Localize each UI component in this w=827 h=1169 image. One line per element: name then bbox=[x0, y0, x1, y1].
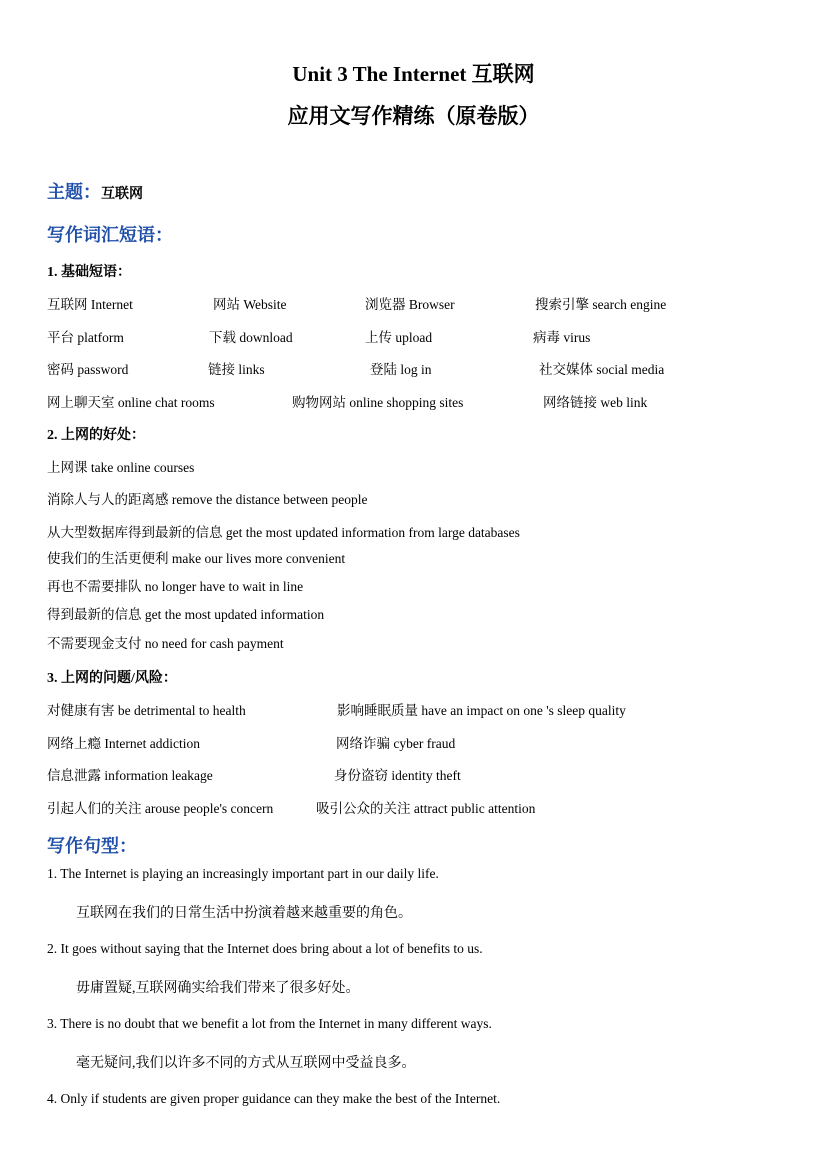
theme-line bbox=[47, 178, 143, 204]
risk-item: 网络上瘾 Internet addiction bbox=[47, 736, 200, 751]
vocab-item: 互联网 Internet bbox=[47, 297, 133, 312]
benefit-item: 消除人与人的距离感 remove the distance between people bbox=[47, 492, 368, 507]
vocab-item: 搜索引擎 search engine bbox=[535, 297, 667, 312]
risk-item: 信息泄露 information leakage bbox=[47, 768, 213, 783]
vocab-item: 病毒 virus bbox=[533, 330, 591, 345]
sentence-zh: 毫无疑问,我们以许多不同的方式从互联网中受益良多。 bbox=[76, 1056, 416, 1071]
benefit-item: 得到最新的信息 get the most updated information bbox=[47, 607, 325, 622]
vocab-heading: 写作词汇短语： bbox=[47, 225, 173, 245]
risk-item: 网络诈骗 cyber fraud bbox=[336, 736, 456, 751]
sentence-en: 4. Only if students are given proper guidance can they make the best of the Internet. bbox=[47, 1091, 501, 1106]
vocab-item: 浏览器 Browser bbox=[365, 297, 455, 312]
vocab-item: 下载 download bbox=[209, 330, 293, 345]
document-subtitle: 应用文写作精练（原卷版） bbox=[287, 104, 540, 128]
vocab-item: 网站 Website bbox=[213, 297, 287, 312]
section1-heading: 1. 基础短语： bbox=[47, 265, 131, 280]
sentence-zh: 毋庸置疑,互联网确实给我们带来了很多好处。 bbox=[76, 981, 360, 996]
risk-item: 引起人们的关注 arouse people's concern bbox=[47, 801, 274, 816]
risk-item: 对健康有害 be detrimental to health bbox=[47, 703, 246, 718]
risk-item: 影响睡眠质量 have an impact on one 's sleep quality bbox=[337, 703, 626, 718]
benefit-item: 使我们的生活更便利 make our lives more convenient bbox=[47, 551, 346, 566]
vocab-item: 网上聊天室 online chat rooms bbox=[47, 395, 215, 410]
risk-item: 吸引公众的关注 attract public attention bbox=[316, 801, 536, 816]
vocab-item: 购物网站 online shopping sites bbox=[292, 395, 464, 410]
vocab-item: 社交媒体 social media bbox=[539, 362, 665, 377]
sentence-heading: 写作句型： bbox=[47, 836, 137, 856]
vocab-item: 登陆 log in bbox=[370, 362, 432, 377]
vocab-item: 链接 links bbox=[208, 362, 265, 377]
vocab-item: 密码 password bbox=[47, 362, 129, 377]
sentence-en: 3. There is no doubt that we benefit a lot from the Internet in many different ways. bbox=[47, 1016, 492, 1031]
theme-label: 主题： bbox=[47, 182, 101, 202]
vocab-item: 上传 upload bbox=[365, 330, 433, 345]
benefit-item: 不需要现金支付 no need for cash payment bbox=[47, 636, 284, 651]
vocab-item: 平台 platform bbox=[47, 330, 124, 345]
benefit-item: 再也不需要排队 no longer have to wait in line bbox=[47, 579, 304, 594]
sentence-en: 2. It goes without saying that the Internet does bring about a lot of benefits to us. bbox=[47, 941, 483, 956]
theme-value: 互联网 bbox=[101, 187, 143, 202]
document-title: Unit 3 The Internet 互联网 bbox=[292, 62, 535, 86]
section3-heading: 3. 上网的问题/风险： bbox=[47, 671, 177, 686]
sentence-zh: 互联网在我们的日常生活中扮演着越来越重要的角色。 bbox=[76, 906, 412, 921]
benefit-item: 上网课 take online courses bbox=[47, 460, 195, 475]
benefit-item: 从大型数据库得到最新的信息 get the most updated information from large databases bbox=[47, 525, 520, 540]
section2-heading: 2. 上网的好处： bbox=[47, 428, 145, 443]
risk-item: 身份盗窃 identity theft bbox=[334, 768, 461, 783]
sentence-en: 1. The Internet is playing an increasingly important part in our daily life. bbox=[47, 866, 439, 881]
vocab-item: 网络链接 web link bbox=[543, 395, 648, 410]
